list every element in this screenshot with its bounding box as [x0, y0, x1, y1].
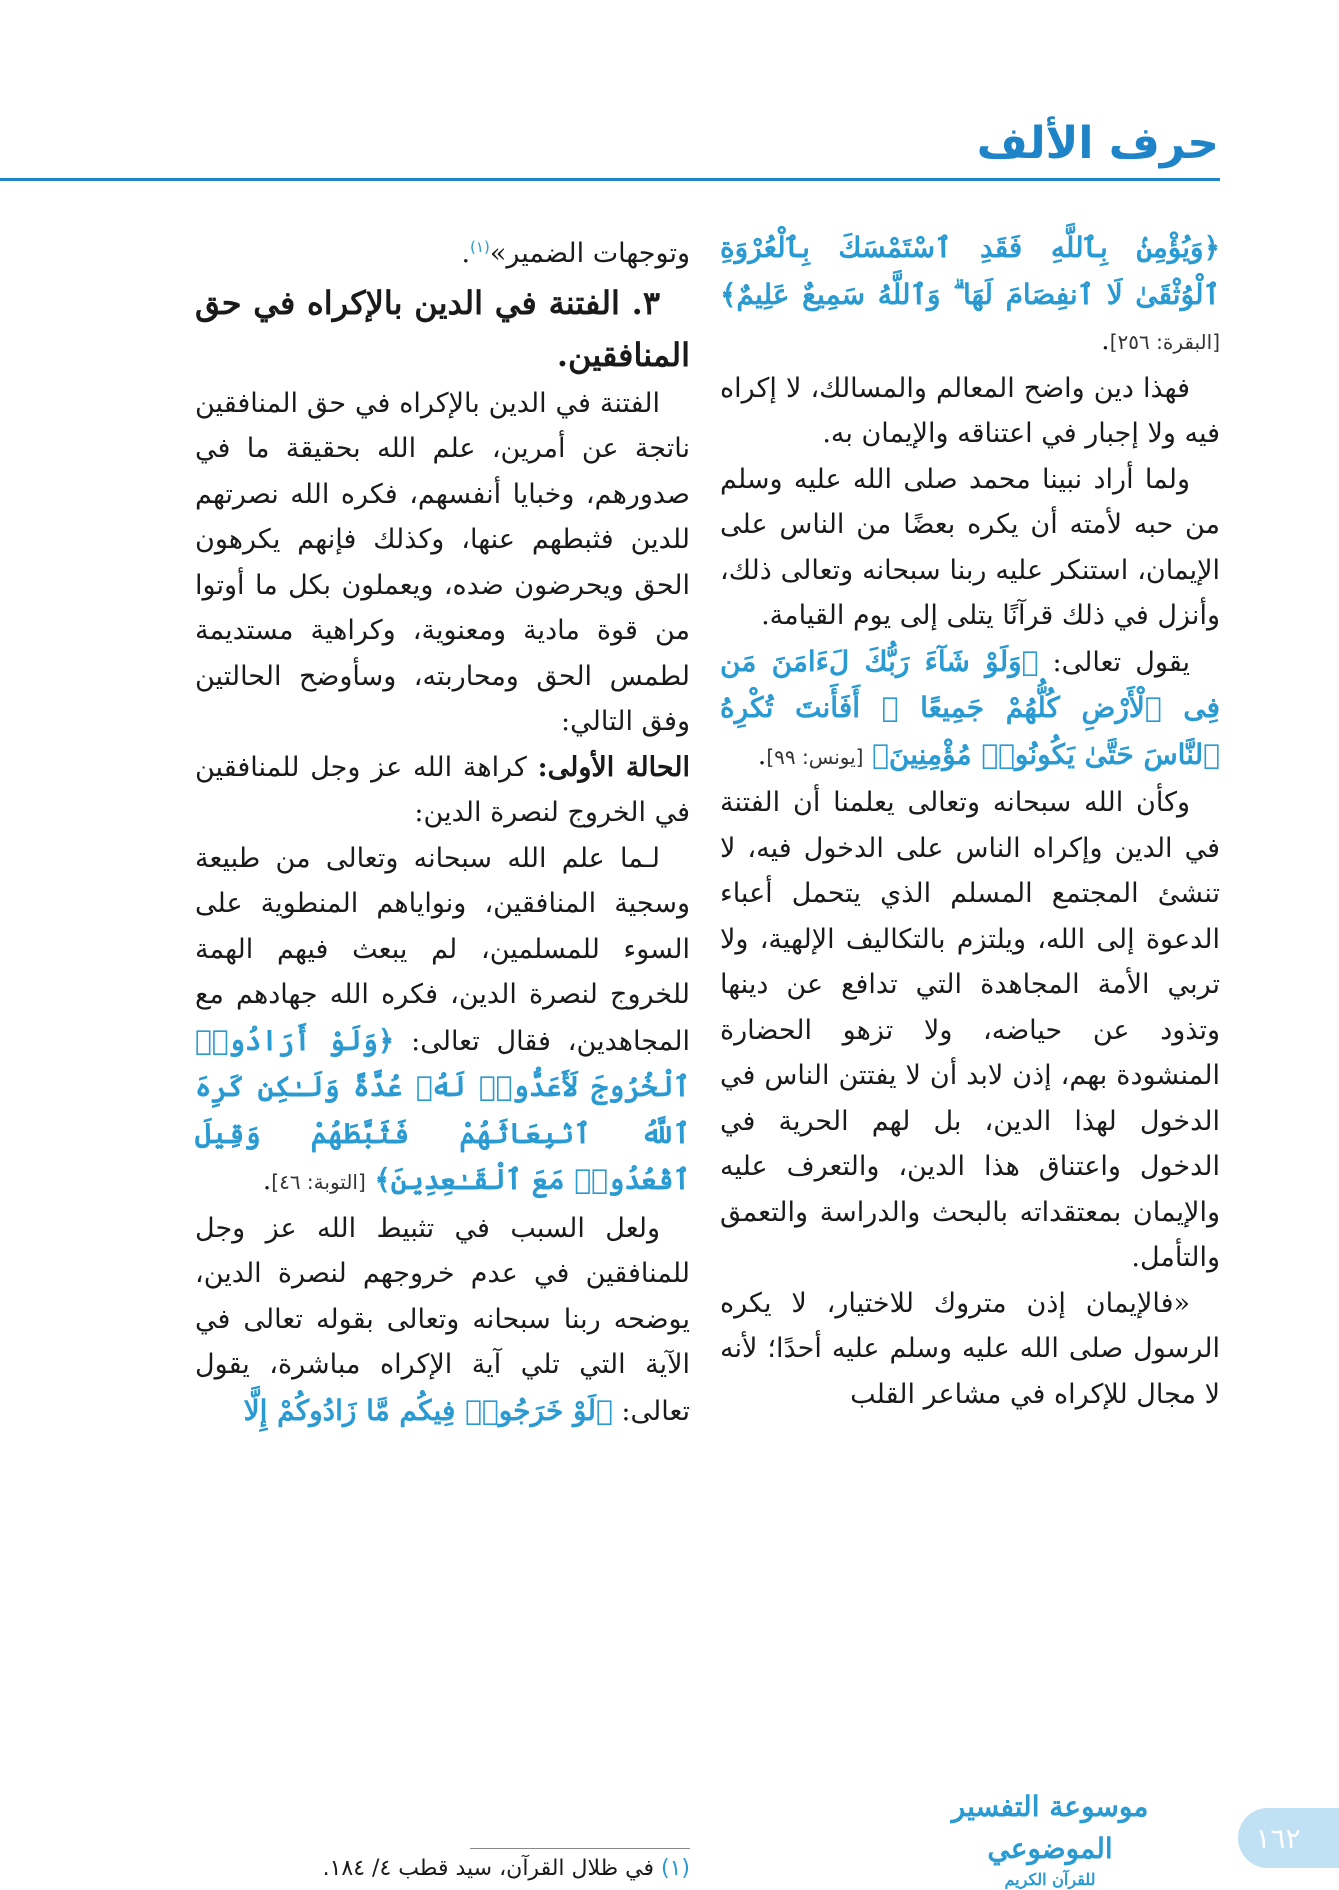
left-paragraph-1	[195, 225, 690, 277]
left-column	[195, 225, 690, 1434]
case-heading	[195, 745, 690, 836]
page-number-badge	[1238, 1808, 1339, 1868]
paragraph-text: ولعل السبب في تثبيط الله عز وجل للمنافقين في عدم خروجهم لنصرة الدين، يوضحه ربنا سبحانه وتعالى بقوله تعالى في الآية التي تلي آية الإكراه مباشرة، يقول تعالى:	[195, 1212, 690, 1427]
right-column	[720, 225, 1220, 1417]
footnote	[195, 1854, 690, 1884]
punctuation: .	[757, 739, 767, 771]
logo-subtitle: للقرآن الكريم	[1004, 1870, 1096, 1889]
verse-reference: [يونس: ٩٩]	[766, 744, 864, 769]
quran-verse: ﴿وَلَوْ شَآءَ رَبُّكَ لَءَامَنَ مَن فِى ٱلْأَرْضِ كُلُّهُمْ جَمِيعًا ۚ أَفَأَنتَ تُكْرِهُ ٱلنَّاسَ حَتَّىٰ يَكُونُوا۟ مُؤْمِنِينَ﴾	[720, 644, 1220, 771]
right-paragraph-2: فهذا دين واضح المعالم والمسالك، لا إكراه فيه ولا إجبار في اعتناقه والإيمان به.	[720, 372, 1220, 449]
page-header-title: حرف الألف	[976, 118, 1219, 169]
punctuation: .	[1101, 325, 1110, 356]
verse-reference: [التوبة: ٤٦]	[271, 1170, 366, 1194]
right-paragraph-5: وكأن الله سبحانه وتعالى يعلمنا أن الفتنة في الدين وإكراه الناس على الدخول فيه، لا تنشئ المجتمع المسلم الذي يتحمل أعباء الدعوة إلى الله، ويلتزم بالتكاليف الإلهية، ولا تربي الأمة المجاهدة التي تدافع عن دينها وتذود عن حياضه، ولا تزهو الحضارة المنشودة بهم، إذن لابد أن لا يفتتن الناس في الدخول لهذا الدين، بل لهم الحرية في الدخول واعتناق هذا الدين، والتعرف عليه والإيمان بمعتقداته بالبحث والدراسة والتعمق والتأمل.	[720, 787, 1220, 1273]
footnote-number: (١)	[660, 1856, 690, 1881]
paragraph-text: لـما علم الله سبحانه وتعالى من طبيعة وسجية المنافقين، ونواياهم المنطوية على السوء للمسلمين، لم يبعث فيهم الهمة للخروج لنصرة الدين، فكره الله جهادهم مع المجاهدين، فقال تعالى:	[195, 842, 690, 1057]
case-text: كراهة الله عز وجل للمنافقين في الخروج لنصرة الدين:	[195, 751, 690, 828]
footnote-text: في ظلال القرآن، سيد قطب ٤/ ١٨٤.	[322, 1856, 654, 1881]
punctuation: .	[461, 238, 471, 269]
left-paragraph-2: الفتنة في الدين بالإكراه في حق المنافقين ناتجة عن أمرين، علم الله بحقيقة ما في صدورهم، وخبايا أنفسهم، فكره الله نصرتهم للدين فثبطهم عنها، وكذلك فإنهم يكرهون الحق ويحرضون ضده، ويعملون بكل ما أوتوا من قوة مادية ومعنوية، وكراهية مستديمة لطمس الحق ومحاربته، وسأوضح الحالتين وفق التالي:	[195, 387, 690, 737]
verse-reference: [البقرة: ٢٥٦]	[1109, 330, 1220, 354]
page-number: ١٦٢	[1255, 1821, 1301, 1855]
quran-verse: ﴿وَيُؤْمِنۢ بِٱللَّهِ فَقَدِ ٱسْتَمْسَكَ بِٱلْعُرْوَةِ ٱلْوُثْقَىٰ لَا ٱنفِصَامَ لَهَا ۗ وَٱللَّهُ سَمِيعٌ عَلِيمٌ﴾	[720, 231, 1220, 311]
section-heading: ٣. الفتنة في الدين بالإكراه في حق المنافقين.	[195, 283, 690, 374]
case-label: الحالة الأولى:	[537, 751, 690, 783]
right-paragraph-3: ولما أراد نبينا محمد صلى الله عليه وسلم من حبه لأمته أن يكره بعضًا من الناس على الإيمان، استنكر عليه ربنا سبحانه وتعالى ذلك، وأنزل في ذلك قرآنًا يتلى إلى يوم القيامة.	[720, 463, 1220, 631]
header-divider	[0, 178, 1220, 181]
left-paragraph-4	[195, 1206, 690, 1435]
footnote-marker: (١)	[470, 238, 490, 256]
right-paragraph-4	[720, 639, 1220, 781]
logo-title: موسوعة التفسير الموضوعي	[951, 1790, 1149, 1865]
paragraph-intro: يقول تعالى:	[1052, 646, 1190, 678]
right-paragraph-6: «فالإيمان إذن متروك للاختيار، لا يكره الرسول صلى الله عليه وسلم عليه أحدًا؛ لأنه لا مجال للإكراه في مشاعر القلب	[720, 1287, 1220, 1410]
punctuation: .	[262, 1165, 272, 1196]
left-paragraph-3	[195, 836, 690, 1206]
series-logo	[900, 1786, 1200, 1889]
quran-verse: ﴿وَلَوْ أَرَادُوا۟ ٱلْخُرُوجَ لَأَعَدُّوا۟ لَهُۥ عُدَّةً وَلَـٰكِن كَرِهَ ٱللَّهُ ٱنۢبِعَاثَهُمْ فَثَبَّطَهُمْ وَقِيلَ ٱقْعُدُوا۟ مَعَ ٱلْقَـٰعِدِينَ﴾	[195, 1023, 690, 1196]
right-paragraph-1	[720, 225, 1220, 366]
footnote-divider	[470, 1848, 690, 1849]
paragraph-text: وتوجهات الضمير»	[489, 238, 690, 269]
quran-verse: ﴿لَوْ خَرَجُوا۟ فِيكُم مَّا زَادُوكُمْ إِلَّا	[243, 1393, 613, 1427]
